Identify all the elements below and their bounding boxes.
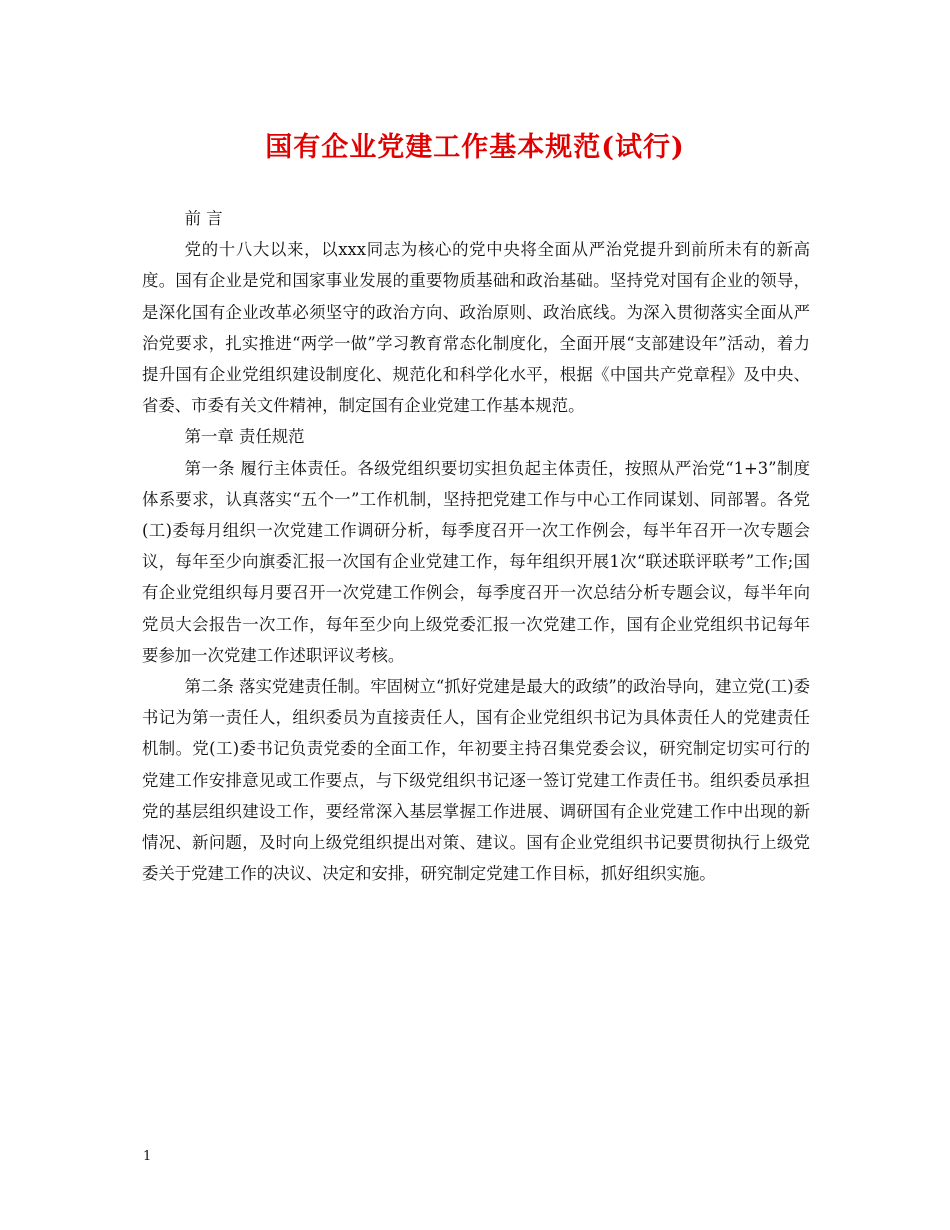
article-one-paragraph: 第一条 履行主体责任。各级党组织要切实担负起主体责任，按照从严治党“1+3”制度体系要求，认真落实“五个一”工作机制，坚持把党建工作与中心工作同谋划、同部署。各党(工)委每月组织一次党建工作调研分析，每季度召开一次工作例会，每半年召开一次专题会议，每年至少向旗委汇报一次国有企业党建工作，每年组织开展1次“联述联评联考”工作;国有企业党组织每月要召开一次党建工作例会，每季度召开一次总结分析专题会议，每半年向党员大会报告一次工作，每年至少向上级党委汇报一次党建工作，国有企业党组织书记每年要参加一次党建工作述职评议考核。 <box>142 458 810 665</box>
document-body <box>142 203 810 889</box>
preface-heading: 前 言 <box>184 209 223 228</box>
chapter-one-heading: 第一章 责任规范 <box>184 427 305 447</box>
page-number: 1 <box>143 1149 152 1164</box>
document-title: 国有企业党建工作基本规范(试行) <box>265 132 685 163</box>
preface-paragraph: 党的十八大以来，以xxx同志为核心的党中央将全面从严治党提升到前所未有的新高度。国有企业是党和国家事业发展的重要物质基础和政治基础。坚持党对国有企业的领导，是深化国有企业改革必须坚守的政治方向、政治原则、政治底线。为深入贯彻落实全面从严治党要求，扎实推进“两学一做”学习教育常态化制度化，全面开展“支部建设年”活动，着力提升国有企业党组织建设制度化、规范化和科学化水平，根据《中国共产党章程》及中央、省委、市委有关文件精神，制定国有企业党建工作基本规范。 <box>142 240 810 416</box>
article-two-paragraph: 第二条 落实党建责任制。牢固树立“抓好党建是最大的政绩”的政治导向，建立党(工)委书记为第一责任人，组织委员为直接责任人，国有企业党组织书记为具体责任人的党建责任机制。党(工)委书记负责党委的全面工作，年初要主持召集党委会议，研究制定切实可行的党建工作安排意见或工作要点，与下级党组织书记逐一签订党建工作责任书。组织委员承担党的基层组织建设工作，要经常深入基层掌握工作进展、调研国有企业党建工作中出现的新情况、新问题，及时向上级党组织提出对策、建议。国有企业党组织书记要贯彻执行上级党委关于党建工作的决议、决定和安排，研究制定党建工作目标，抓好组织实施。 <box>142 677 810 884</box>
